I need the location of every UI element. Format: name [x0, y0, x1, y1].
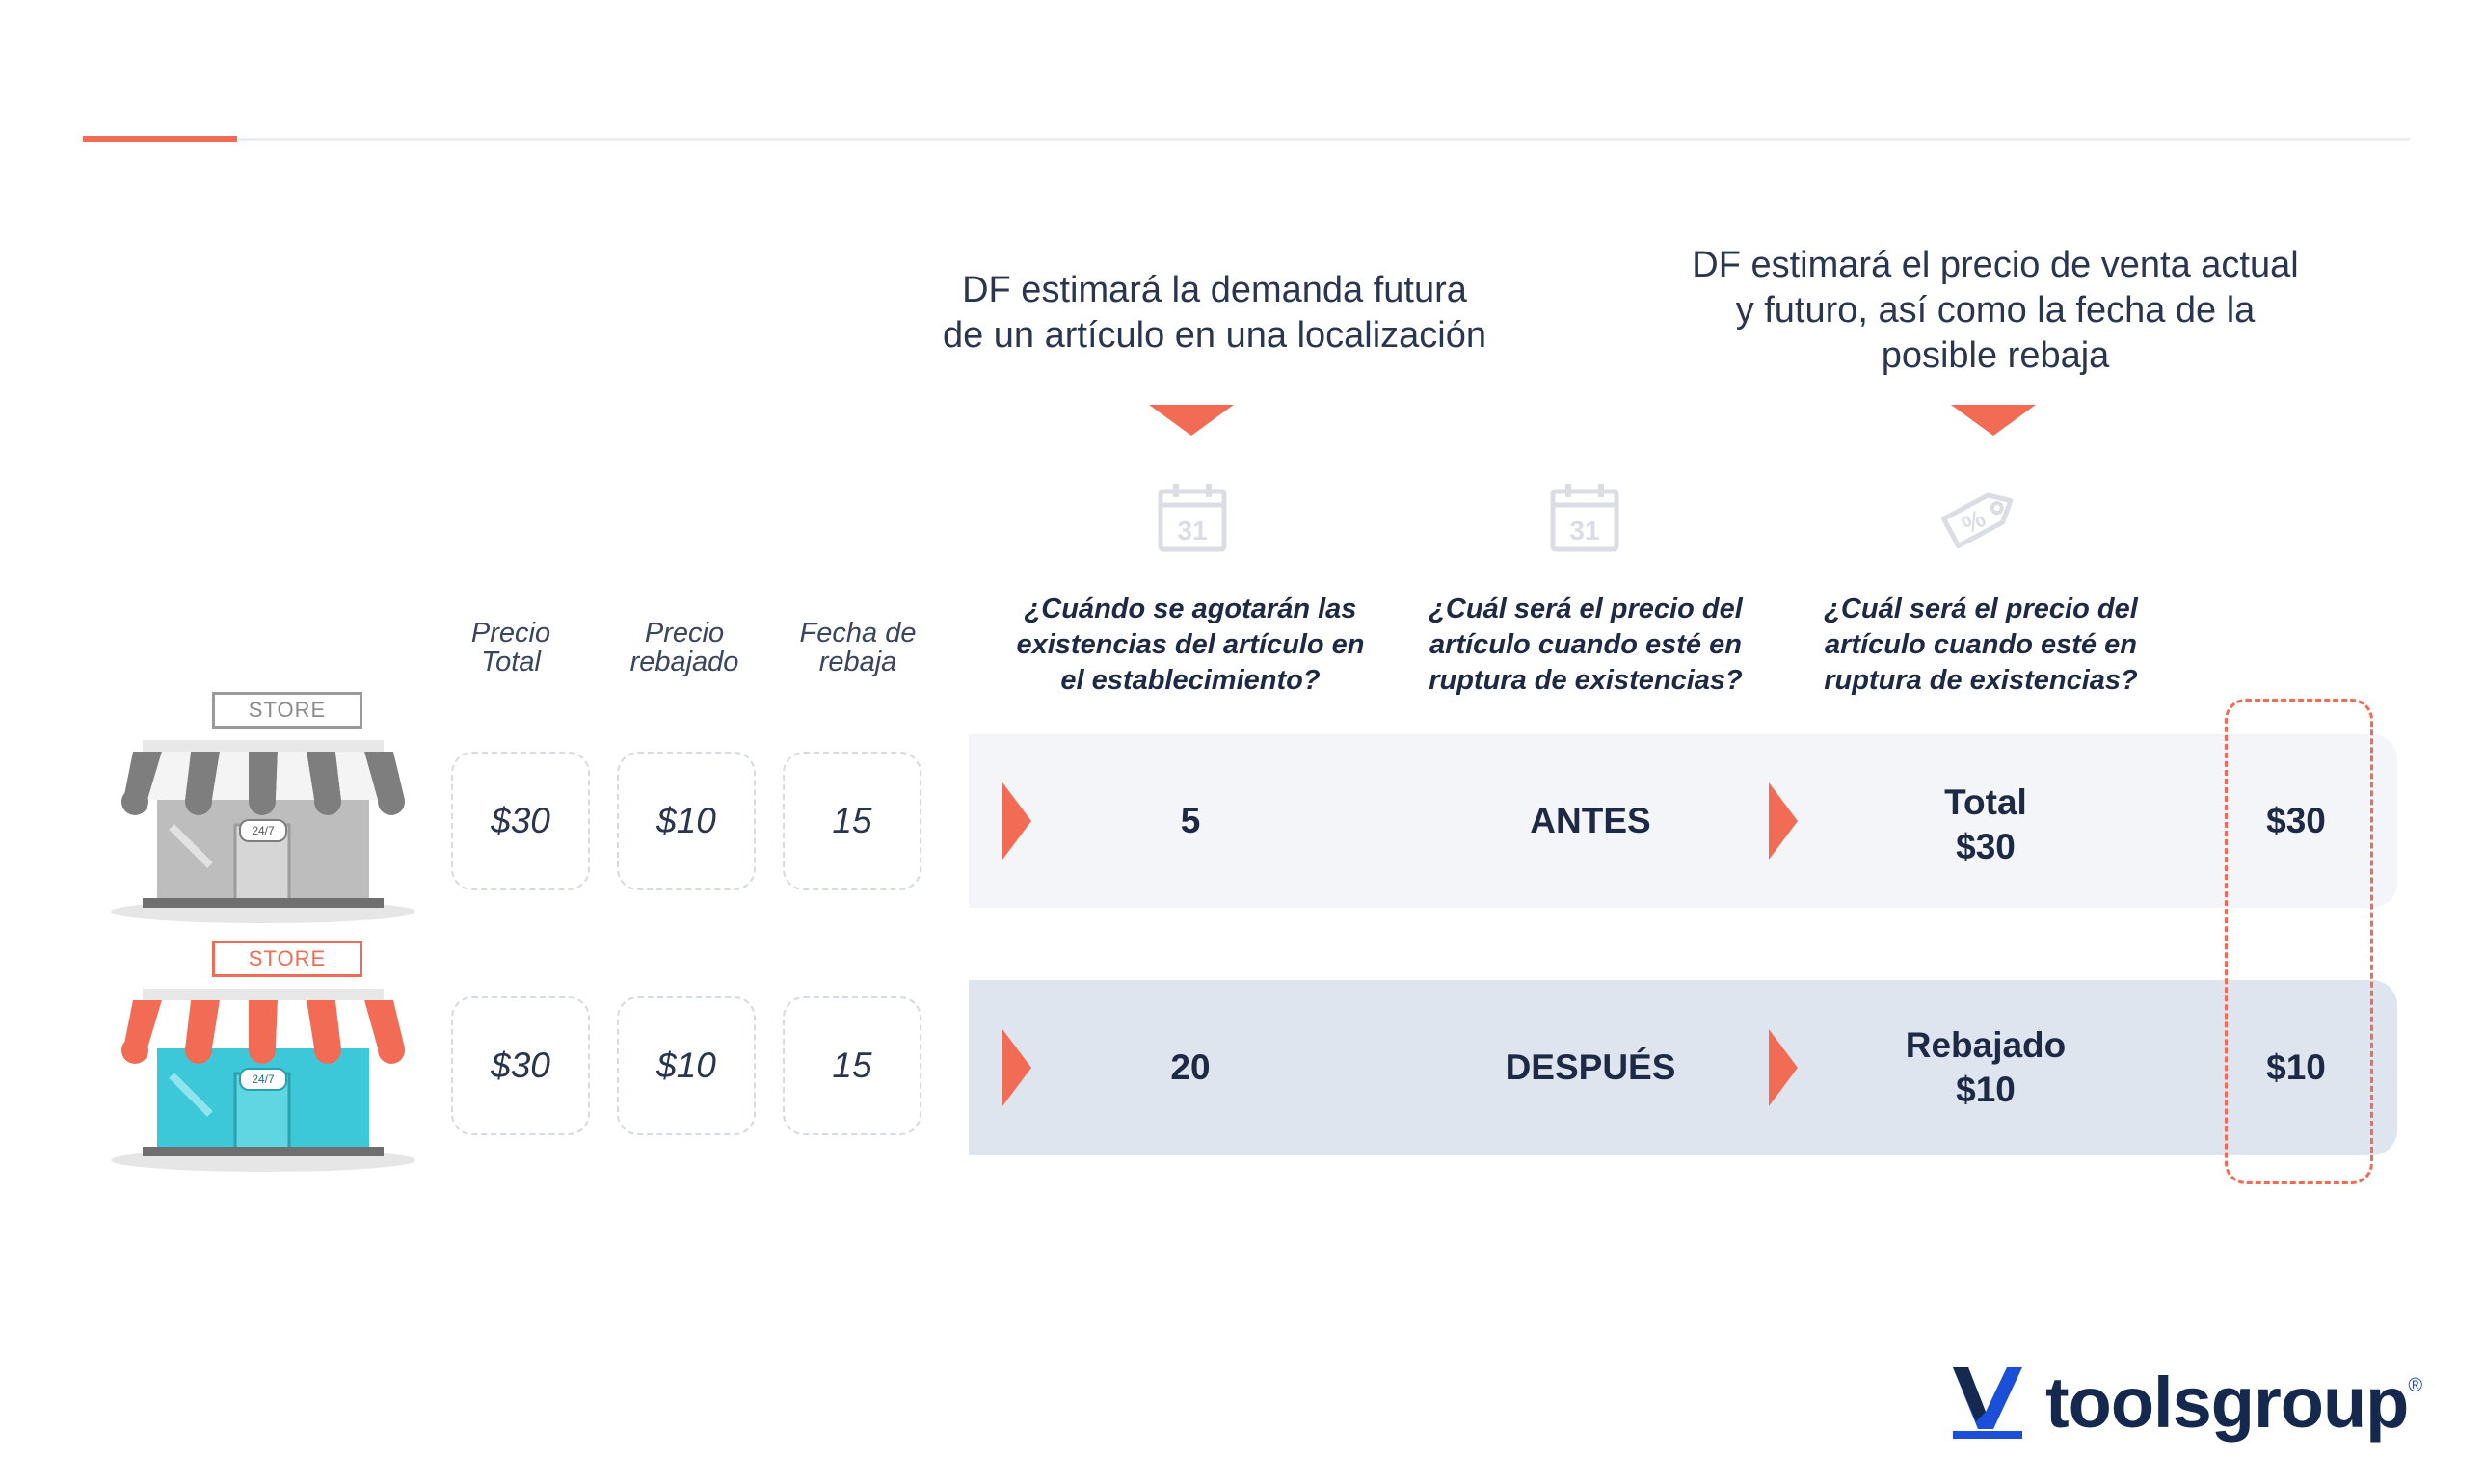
price-result [1841, 781, 2130, 869]
chevron-right-icon [1002, 782, 1031, 860]
heading-price [1648, 243, 2342, 379]
question-stockout [993, 592, 1388, 699]
price-result [1841, 1023, 2130, 1112]
logo-text: toolsgroup [2045, 1362, 2409, 1443]
column-label-line: Fecha de [799, 618, 917, 649]
column-label-line: Precio [644, 618, 725, 649]
question-line: artículo cuando esté en [1429, 629, 1742, 660]
heading-demand-line: de un artículo en una localización [942, 315, 1487, 356]
calendar-day: 31 [1177, 516, 1208, 545]
cell-discount-date: 15 [783, 752, 921, 890]
heading-demand-line: DF estimará la demanda futura [962, 270, 1467, 310]
heading-price-line: DF estimará el precio de venta actual [1692, 245, 2299, 285]
stockout-value: 20 [1170, 1047, 1211, 1087]
chevron-right-icon [1769, 782, 1798, 860]
question-line: artículo cuando esté en [1825, 629, 2137, 660]
question-line: ¿Cuál será el precio del [1824, 594, 2138, 624]
question-price-value [1783, 592, 2178, 699]
column-label-line: Total [481, 647, 541, 677]
cell-total-price: $30 [451, 752, 590, 890]
stockout-value: 5 [1180, 801, 1201, 840]
registered-mark: ® [2408, 1375, 2423, 1396]
question-line: ¿Cuál será el precio del [1429, 594, 1743, 624]
column-label-line: rebajado [629, 647, 739, 677]
column-label-discount-date [781, 619, 935, 676]
price-tag-icon [1937, 480, 2024, 553]
column-label-line: Precio [470, 618, 551, 649]
top-divider [83, 138, 2410, 141]
heading-price-line: posible rebaja [1881, 335, 2110, 376]
cell-discount-price: $10 [617, 752, 756, 890]
calendar-day: 31 [1569, 516, 1600, 545]
question-line: ¿Cuándo se agotarán las [1024, 594, 1357, 624]
store-badge: 24/7 [239, 1068, 287, 1091]
column-label-discount-price [607, 619, 761, 676]
store-colored [104, 941, 422, 1172]
timing-value: DESPUÉS [1505, 1047, 1676, 1087]
chevron-right-icon [1002, 1029, 1031, 1106]
calendar-icon [1157, 482, 1228, 553]
pointer-triangle [1149, 405, 1234, 436]
price-value: $30 [1956, 827, 2016, 866]
question-line: existencias del artículo en [1016, 629, 1365, 660]
store-badge: 24/7 [239, 819, 287, 842]
question-line: el establecimiento? [1060, 665, 1321, 696]
store-gray [104, 692, 422, 923]
question-price-timing [1388, 592, 1783, 699]
final-price: $30 [2266, 801, 2326, 840]
toolsgroup-logo [1947, 1354, 2448, 1450]
store-sign: STORE [212, 941, 362, 977]
calendar-icon [1549, 482, 1620, 553]
top-divider-accent [83, 136, 237, 142]
chevron-right-icon [1769, 1029, 1798, 1106]
price-type: Rebajado [1905, 1025, 2067, 1065]
result-highlight [2225, 699, 2373, 1184]
timing-value: ANTES [1530, 801, 1651, 840]
column-label-total-price [443, 619, 578, 676]
cell-discount-price: $10 [617, 996, 756, 1135]
question-line: ruptura de existencias? [1824, 665, 2138, 696]
cell-total-price: $30 [451, 996, 590, 1135]
price-type: Total [1944, 782, 2027, 822]
store-sign: STORE [212, 692, 362, 729]
final-price: $10 [2266, 1047, 2326, 1087]
pointer-triangle [1951, 405, 2036, 436]
question-line: ruptura de existencias? [1429, 665, 1743, 696]
tag-symbol: % [1957, 503, 1990, 540]
cell-discount-date: 15 [783, 996, 921, 1135]
heading-demand [896, 268, 1533, 358]
toolsgroup-mark-icon [1947, 1362, 2028, 1443]
heading-price-line: y futuro, así como la fecha de la [1735, 290, 2256, 331]
column-label-line: rebaja [818, 647, 897, 677]
price-value: $10 [1956, 1070, 2016, 1109]
